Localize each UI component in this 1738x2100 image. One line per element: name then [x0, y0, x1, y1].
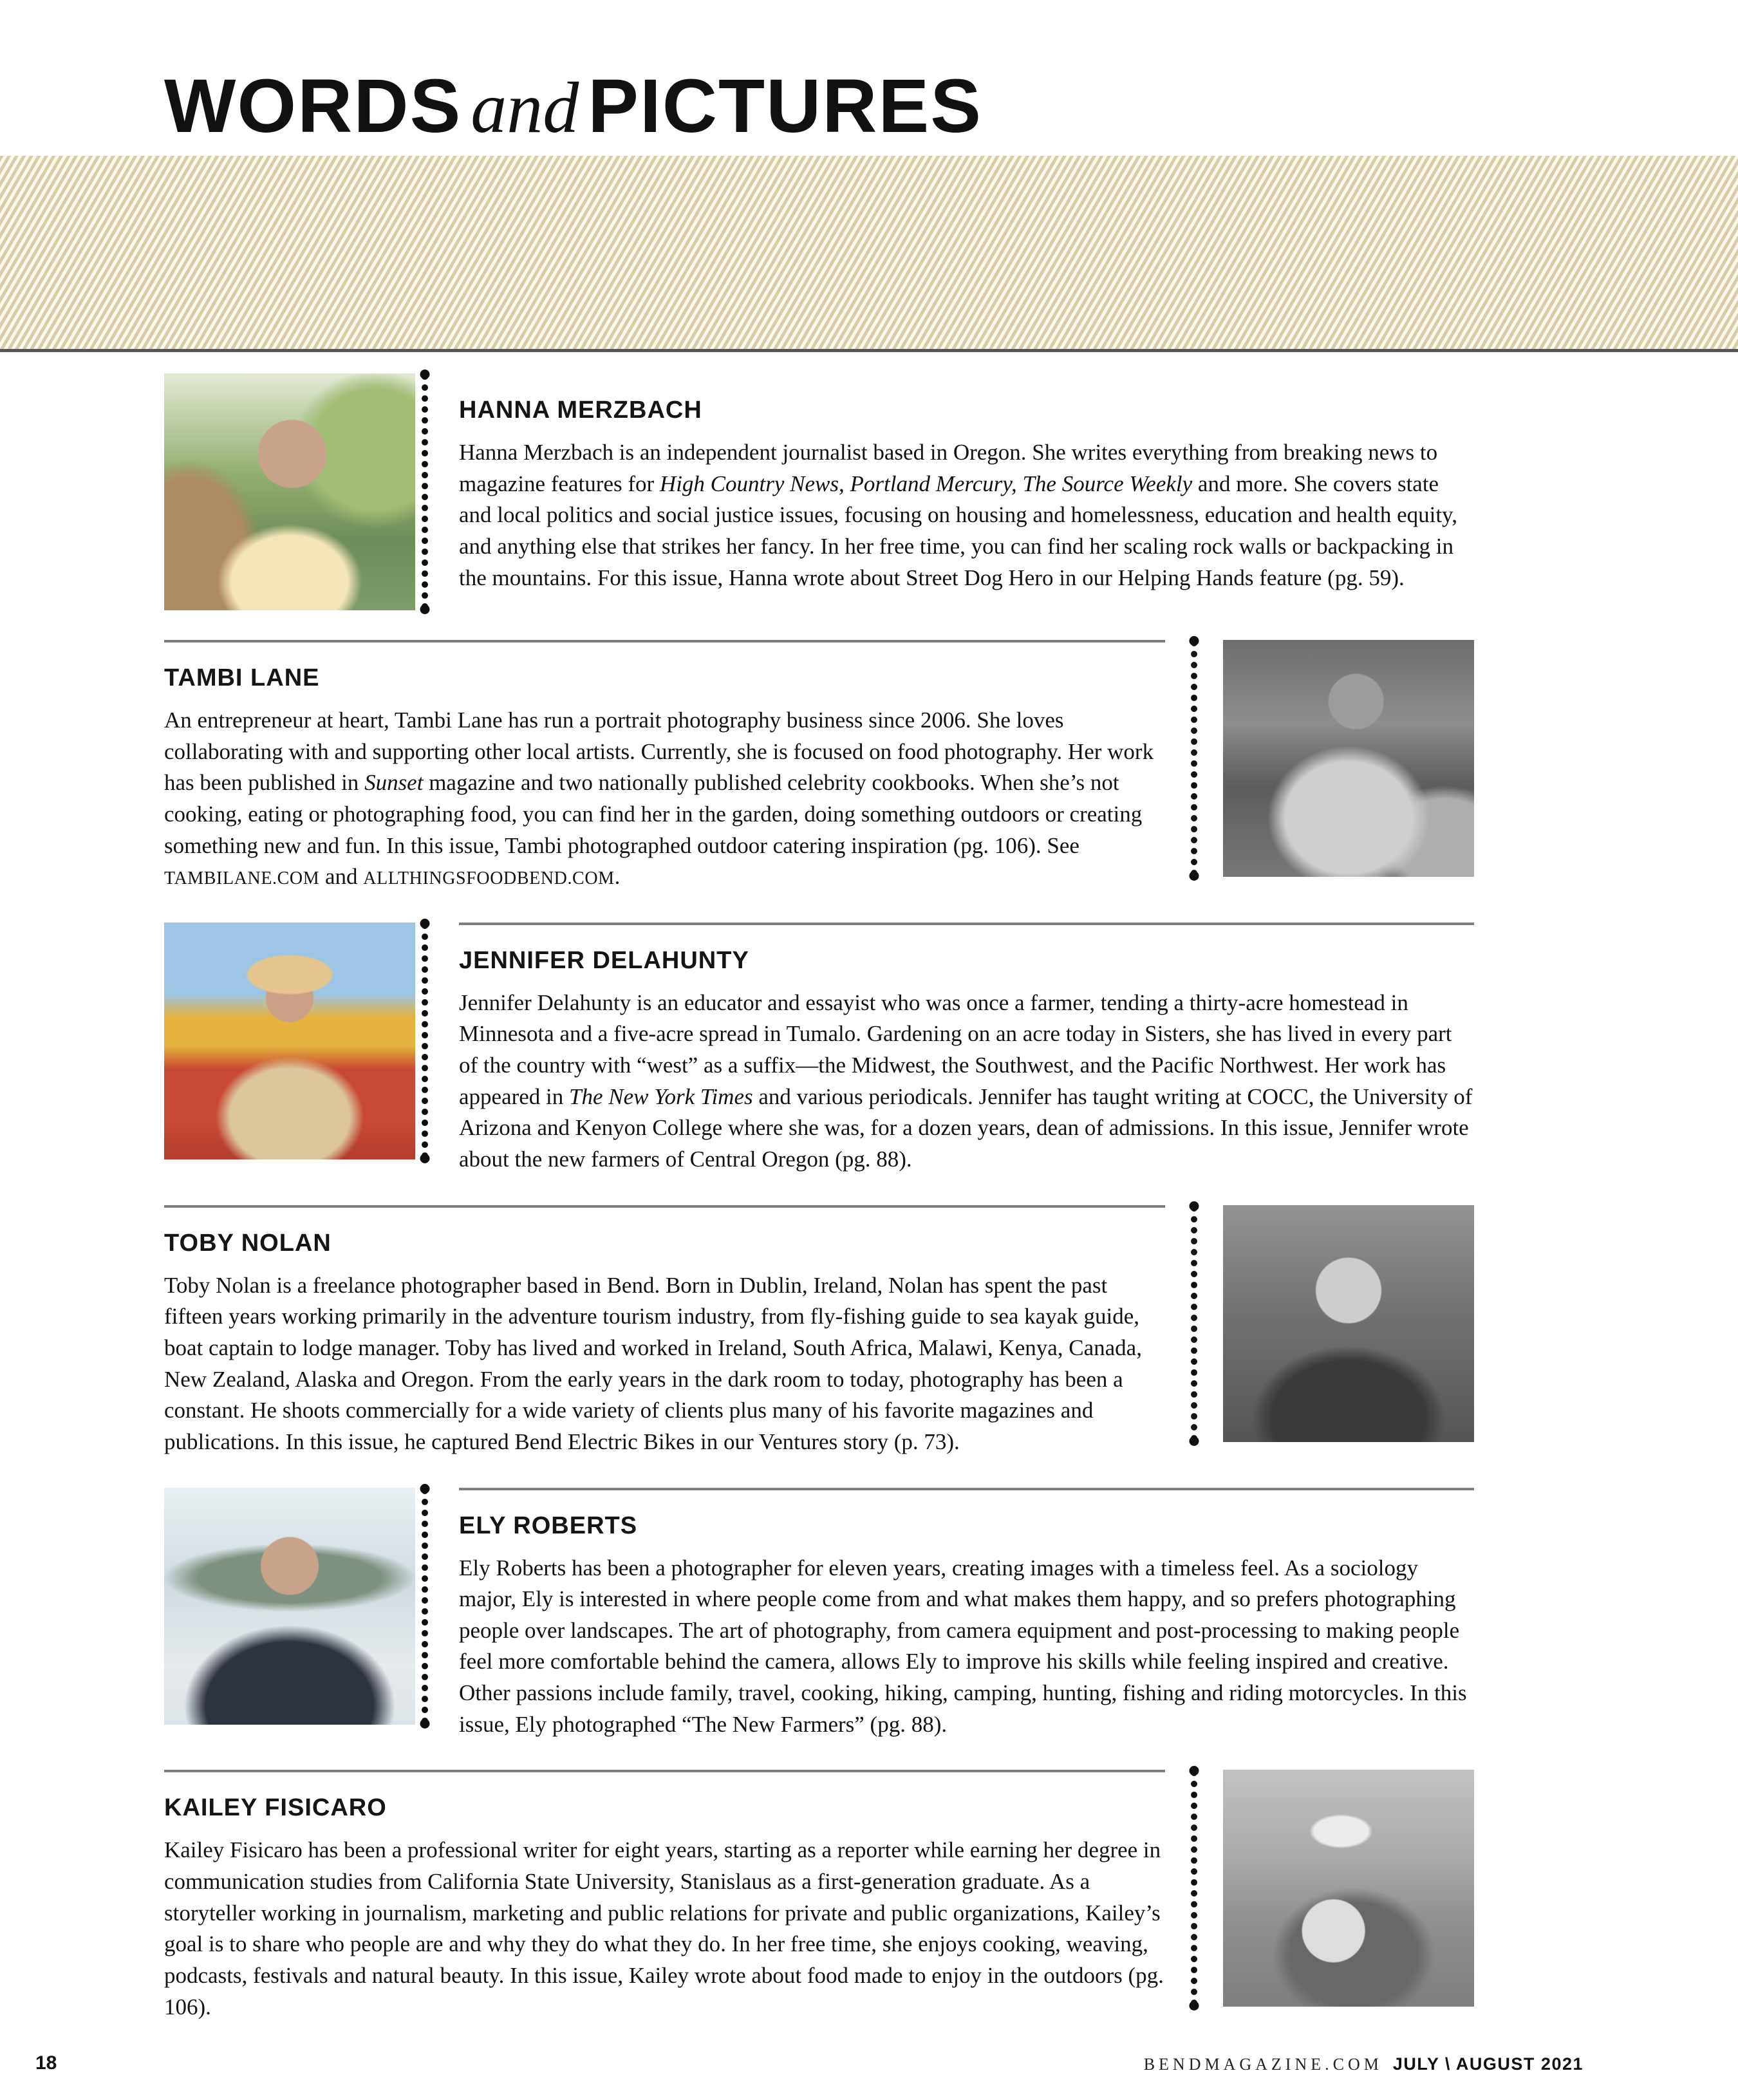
masthead	[0, 0, 1738, 149]
dotted-divider	[1165, 640, 1223, 877]
contributors	[164, 373, 1474, 2023]
contributor-text	[164, 640, 1165, 893]
contributor-block	[164, 1205, 1474, 1458]
dotted-rule	[420, 1488, 429, 1725]
contributor-block	[164, 1770, 1474, 2023]
contributor-bio: Kailey Fisicaro has been a professional writer for eight years, starting as a reporter while earning her degree in communication studies from California State University, Stanislaus as a first-generation graduate. As a storyteller working in journalism, marketing and public relations for private and public organizations, Kailey’s goal is to share who people are and why they do what they do. In her free time, she enjoys cooking, weaving, podcasts, festivals and natural beauty. In this issue, Kailey wrote about food made to enjoy in the outdoors (pg. 106).	[164, 1837, 1164, 2020]
footer-website: BENDMAGAZINE.COM	[1143, 2055, 1383, 2074]
kailey-fisicaro-photo	[1223, 1770, 1474, 2007]
contributor-block	[164, 923, 1474, 1176]
dotted-divider	[415, 923, 459, 1159]
footer	[1144, 2054, 1584, 2074]
contributor-bio: Toby Nolan is a freelance photographer based in Bend. Born in Dublin, Ireland, Nolan has spent the past fifteen years working primarily in the adventure tourism industry, from fly-fishing guide to sea kayak guide, boat captain to lodge manager. Toby has lived and worked in Ireland, South Africa, Malawi, Kenya, Canada, New Zealand, Alaska and Oregon. From the early years in the dark room to today, photography has been a constant. He shoots commercially for a wide variety of clients plus many of his favorite magazines and publications. In this issue, he captured Bend Electric Bikes in our Ventures story (p. 73).	[164, 1272, 1142, 1454]
contributor-name: KAILEY FISICARO	[164, 1794, 387, 1822]
toby-nolan-photo	[1223, 1205, 1474, 1442]
contributor-name: TAMBI LANE	[164, 664, 320, 691]
separator-rule	[164, 640, 1165, 642]
contributor-name: HANNA MERZBACH	[459, 397, 702, 424]
contributor-text	[459, 1488, 1474, 1741]
stripe-band	[0, 156, 1738, 352]
contributor-name: ELY ROBERTS	[459, 1512, 638, 1539]
dotted-rule	[1190, 1205, 1199, 1442]
contributor-bio: Jennifer Delahunty is an educator and essayist who was once a farmer, tending a thirty-acre homestead in Minnesota and a five-acre spread in Tumalo. Gardening on an acre today in Sisters, she has lived in every part of the country with “west” as a suffix—the Midwest, the Southwest, and the Pacific Northwest. Her work has appeared in The New York Times and various periodicals. Jennifer has taught writing at COCC, the University of Arizona and Kenyon College where she was, for a dozen years, dean of admissions. In this issue, Jennifer wrote about the new farmers of Central Oregon (pg. 88).	[459, 989, 1473, 1172]
dotted-rule	[420, 923, 429, 1159]
dotted-divider	[1165, 1770, 1223, 2007]
contributor-block	[164, 640, 1474, 893]
title-words: WORDS	[164, 64, 462, 149]
hanna-merzbach-photo	[164, 373, 415, 610]
separator-rule	[459, 923, 1474, 925]
contributor-bio: An entrepreneur at heart, Tambi Lane has run a portrait photography business since 2006. She loves collaborating with and supporting other local artists. Currently, she is focused on food photography. Her work has been published in Sunset magazine and two nationally published celebrity cookbooks. When she’s not cooking, eating or photographing food, you can find her in the garden, doing something outdoors or creating something new and fun. In this issue, Tambi photographed outdoor catering inspiration (pg. 106). See TAMBILANE.COM and ALLTHINGSFOODBEND.COM.	[164, 708, 1154, 890]
contributor-text	[459, 923, 1474, 1176]
dotted-divider	[1165, 1205, 1223, 1442]
contributor-bio: Hanna Merzbach is an independent journalist based in Oregon. She writes everything from breaking news to magazine features for High Country News, Portland Mercury, The Source Weekly and more. She covers state and local politics and social justice issues, focusing on housing and homelessness, education and health equity, and anything else that strikes her fancy. In her free time, you can find her scaling rock walls or backpacking in the mountains. For this issue, Hanna wrote about Street Dog Hero in our Helping Hands feature (pg. 59).	[459, 440, 1458, 590]
dotted-rule	[1190, 1770, 1199, 2007]
contributor-text	[164, 1770, 1165, 2023]
tambi-lane-photo	[1223, 640, 1474, 877]
contributor-bio: Ely Roberts has been a photographer for eleven years, creating images with a timeless feel. As a sociology major, Ely is interested in where people come from and what makes them happy, and so prefers photographing people over landscapes. The art of photography, from camera equipment and post-processing to making people feel more comfortable behind the camera, allows Ely to improve his skills while feeling inspired and creative. Other passions include family, travel, cooking, hiking, camping, hunting, fishing and riding motorcycles. In this issue, Ely photographed “The New Farmers” (pg. 88).	[459, 1555, 1467, 1737]
separator-rule	[459, 1488, 1474, 1490]
page-number: 18	[35, 2052, 57, 2074]
dotted-rule	[420, 373, 429, 610]
contributor-text	[459, 373, 1474, 610]
title-and: and	[471, 68, 579, 148]
separator-rule	[164, 1770, 1165, 1772]
contributor-text	[164, 1205, 1165, 1458]
dotted-divider	[415, 373, 459, 610]
separator-rule	[164, 1205, 1165, 1208]
footer-issue-date: JULY \ AUGUST 2021	[1392, 2054, 1584, 2074]
contributor-block	[164, 1488, 1474, 1741]
contributor-name: TOBY NOLAN	[164, 1229, 332, 1257]
dotted-rule	[1190, 640, 1199, 877]
contributor-block	[164, 373, 1474, 610]
title-pictures: PICTURES	[588, 64, 982, 149]
jennifer-delahunty-photo	[164, 923, 415, 1159]
dotted-divider	[415, 1488, 459, 1725]
ely-roberts-photo	[164, 1488, 415, 1725]
page-title	[164, 64, 1738, 149]
contributor-name: JENNIFER DELAHUNTY	[459, 946, 749, 974]
